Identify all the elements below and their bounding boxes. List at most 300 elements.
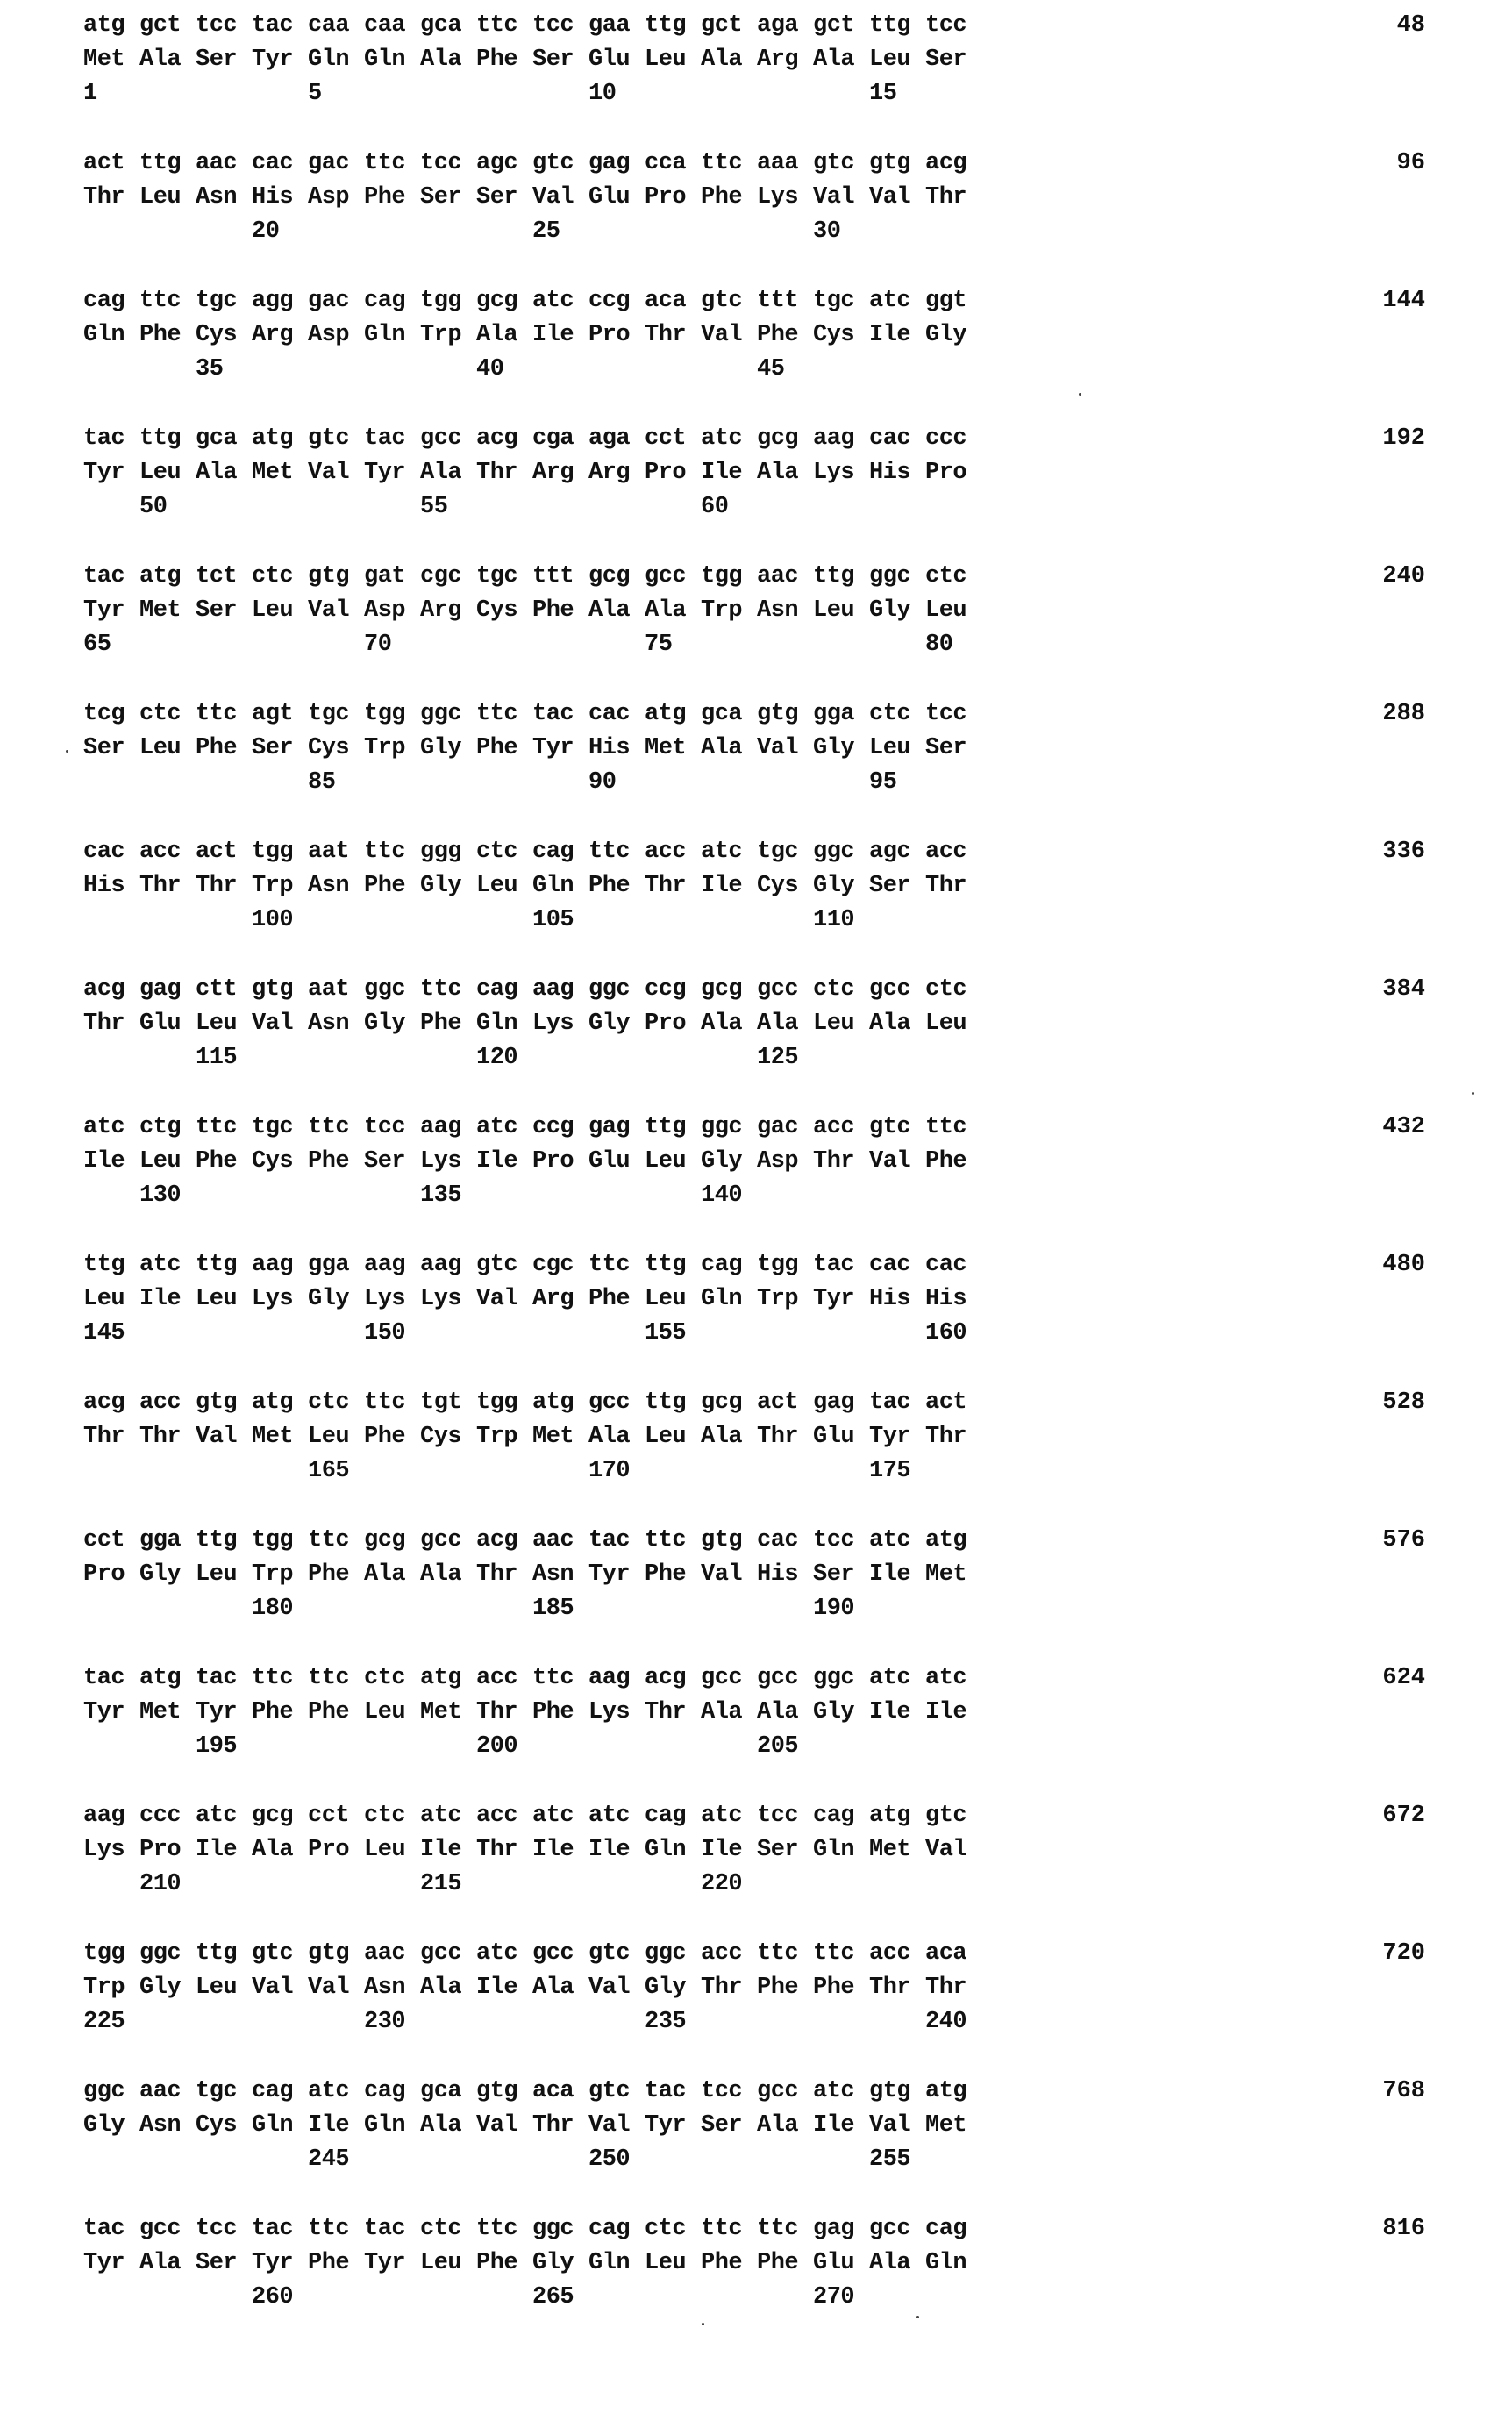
nucleotide-count: 816 [1294, 2212, 1425, 2246]
amino-acid: Asp [308, 181, 364, 215]
amino-acid: Lys [813, 456, 869, 490]
residue-number: 20 [252, 215, 308, 249]
codon: gcg [364, 1524, 420, 1558]
amino-acid: Lys [364, 1282, 420, 1317]
residue-number: 100 [252, 903, 308, 938]
amino-acid: Val [308, 456, 364, 490]
codon: tgc [196, 284, 252, 318]
amino-acid: His [83, 869, 139, 903]
codon: ttc [813, 1937, 869, 1971]
codon: tgc [813, 284, 869, 318]
amino-acid: Cys [196, 318, 252, 353]
codon: tac [813, 1248, 869, 1282]
codon: aag [420, 1111, 476, 1145]
codon: atc [869, 1661, 925, 1696]
amino-acid: Phe [701, 2246, 757, 2281]
codon: gcc [420, 1937, 476, 1971]
amino-acid: Ile [813, 2109, 869, 2143]
nucleotide-count: 336 [1294, 835, 1425, 869]
residue-number: 240 [925, 2005, 981, 2039]
amino-acid: Lys [252, 1282, 308, 1317]
amino-acid: Thr [83, 181, 139, 215]
codon: ggc [364, 973, 420, 1007]
codon: ttc [196, 697, 252, 732]
codon: cag [364, 2075, 420, 2109]
residue-number: 35 [196, 353, 252, 387]
amino-acid: Phe [757, 318, 813, 353]
codon: atg [139, 560, 196, 594]
amino-acid: Val [869, 1145, 925, 1179]
codon: ggc [701, 1111, 757, 1145]
amino-acid: Met [83, 43, 139, 77]
amino-acid: Ile [925, 1696, 981, 1730]
codon: gtg [308, 560, 364, 594]
amino-acid: Leu [139, 456, 196, 490]
amino-acid: Leu [139, 1145, 196, 1179]
codon: tgg [701, 560, 757, 594]
amino-acid: Thr [701, 1971, 757, 2005]
codon: gtc [701, 284, 757, 318]
sequence-block [83, 1386, 1434, 1491]
amino-acid: Pro [645, 456, 701, 490]
codon: atc [532, 1799, 588, 1833]
nucleotide-line [83, 973, 981, 1007]
amino-acid: Cys [252, 1145, 308, 1179]
amino-acid: Met [139, 594, 196, 628]
amino-acid: Ala [364, 1558, 420, 1592]
amino-acid: Gly [701, 1145, 757, 1179]
amino-acid: Thr [83, 1420, 139, 1454]
codon: ttg [813, 560, 869, 594]
residue-number: 75 [645, 628, 701, 662]
codon: ccg [588, 284, 645, 318]
codon: aag [532, 973, 588, 1007]
codon: tgg [83, 1937, 139, 1971]
amino-acid: Ser [252, 732, 308, 766]
amino-acid: Arg [532, 1282, 588, 1317]
residue-number: 235 [645, 2005, 701, 2039]
amino-acid: Lys [532, 1007, 588, 1041]
amino-acid: Val [308, 594, 364, 628]
sequence-block [83, 146, 1434, 252]
amino-acid: Gln [364, 43, 420, 77]
amino-acid: Ala [420, 456, 476, 490]
nucleotide-line [83, 835, 981, 869]
amino-acid: Ala [813, 43, 869, 77]
scan-speck [916, 2316, 919, 2318]
amino-acid: Ile [476, 1971, 532, 2005]
amino-acid: Tyr [196, 1696, 252, 1730]
codon: cct [308, 1799, 364, 1833]
amino-acid: Tyr [813, 1282, 869, 1317]
codon: acc [139, 1386, 196, 1420]
amino-acid: Pro [645, 1007, 701, 1041]
amino-acid: Ile [701, 1833, 757, 1868]
amino-acid: Arg [420, 594, 476, 628]
nucleotide-count: 768 [1294, 2075, 1425, 2109]
codon: gcc [701, 1661, 757, 1696]
sequence-block [83, 284, 1434, 389]
amino-acid: Thr [476, 1833, 532, 1868]
amino-acid: Phe [476, 732, 532, 766]
scan-speck [66, 750, 68, 753]
codon: gcg [476, 284, 532, 318]
amino-acid-line [83, 181, 981, 215]
codon: ttg [645, 9, 701, 43]
amino-acid: Ala [701, 43, 757, 77]
codon: gcc [139, 2212, 196, 2246]
amino-acid: Phe [308, 2246, 364, 2281]
amino-acid: Cys [308, 732, 364, 766]
amino-acid: Cys [420, 1420, 476, 1454]
codon: ctc [869, 697, 925, 732]
amino-acid: His [588, 732, 645, 766]
amino-acid: Leu [925, 1007, 981, 1041]
codon: atc [83, 1111, 139, 1145]
codon: aga [588, 422, 645, 456]
amino-acid-line [83, 1558, 981, 1592]
codon: tgc [757, 835, 813, 869]
amino-acid: Thr [925, 1971, 981, 2005]
codon: gag [139, 973, 196, 1007]
codon: atg [532, 1386, 588, 1420]
amino-acid: Gln [476, 1007, 532, 1041]
residue-number: 10 [588, 77, 645, 111]
sequence-block [83, 422, 1434, 527]
amino-acid-line [83, 1145, 981, 1179]
residue-number: 85 [308, 766, 364, 800]
codon: gca [196, 422, 252, 456]
amino-acid: Asn [308, 869, 364, 903]
amino-acid: Ile [701, 869, 757, 903]
amino-acid: Tyr [83, 1696, 139, 1730]
amino-acid: Val [757, 732, 813, 766]
codon: tac [869, 1386, 925, 1420]
amino-acid: Gln [645, 1833, 701, 1868]
codon: ttc [701, 2212, 757, 2246]
codon: ttt [757, 284, 813, 318]
sequence-block [83, 973, 1434, 1078]
codon: gtc [925, 1799, 981, 1833]
codon: gct [701, 9, 757, 43]
codon: tcc [364, 1111, 420, 1145]
codon: ctc [308, 1386, 364, 1420]
amino-acid: Ala [476, 318, 532, 353]
amino-acid: Tyr [588, 1558, 645, 1592]
amino-acid: Trp [701, 594, 757, 628]
codon: tgg [364, 697, 420, 732]
codon: cag [588, 2212, 645, 2246]
codon: gcc [869, 973, 925, 1007]
codon: atg [252, 1386, 308, 1420]
codon: atg [869, 1799, 925, 1833]
amino-acid: Tyr [252, 2246, 308, 2281]
scan-speck [1472, 1092, 1474, 1095]
codon: ggc [83, 2075, 139, 2109]
codon: gtg [476, 2075, 532, 2109]
codon: gtc [588, 2075, 645, 2109]
amino-acid: Ala [701, 1696, 757, 1730]
codon: aag [83, 1799, 139, 1833]
sequence-block [83, 9, 1434, 114]
amino-acid-line [83, 1007, 981, 1041]
codon: aac [139, 2075, 196, 2109]
codon: atg [420, 1661, 476, 1696]
amino-acid: Pro [925, 456, 981, 490]
amino-acid: Cys [757, 869, 813, 903]
amino-acid: Val [813, 181, 869, 215]
amino-acid: Val [196, 1420, 252, 1454]
residue-number: 15 [869, 77, 925, 111]
scan-speck [702, 2323, 704, 2325]
amino-acid: Ala [757, 456, 813, 490]
residue-number: 95 [869, 766, 925, 800]
codon: gcc [420, 422, 476, 456]
amino-acid: Phe [757, 2246, 813, 2281]
residue-number: 260 [252, 2281, 308, 2315]
nucleotide-line [83, 284, 981, 318]
sequence-block [83, 2075, 1434, 2180]
sequence-block [83, 835, 1434, 940]
codon: aga [757, 9, 813, 43]
nucleotide-count: 96 [1294, 146, 1425, 181]
amino-acid: Tyr [532, 732, 588, 766]
codon: acc [476, 1661, 532, 1696]
residue-number: 25 [532, 215, 588, 249]
amino-acid: Ile [420, 1833, 476, 1868]
codon: cac [252, 146, 308, 181]
amino-acid: Gln [83, 318, 139, 353]
codon: cag [701, 1248, 757, 1282]
residue-number: 165 [308, 1454, 364, 1489]
codon: tgg [252, 835, 308, 869]
amino-acid: Gly [813, 732, 869, 766]
amino-acid: Thr [83, 1007, 139, 1041]
amino-acid: Asn [196, 181, 252, 215]
amino-acid: Phe [364, 1420, 420, 1454]
amino-acid: Ser [476, 181, 532, 215]
codon: tac [588, 1524, 645, 1558]
amino-acid-line [83, 43, 981, 77]
amino-acid: Phe [139, 318, 196, 353]
amino-acid: Thr [645, 1696, 701, 1730]
amino-acid: Tyr [83, 456, 139, 490]
amino-acid: Leu [813, 594, 869, 628]
amino-acid: Gly [308, 1282, 364, 1317]
codon: gga [308, 1248, 364, 1282]
amino-acid: Glu [588, 1145, 645, 1179]
amino-acid: Tyr [869, 1420, 925, 1454]
amino-acid: Val [869, 2109, 925, 2143]
amino-acid: Gln [308, 43, 364, 77]
codon: acc [701, 1937, 757, 1971]
amino-acid-line [83, 456, 981, 490]
amino-acid: Ile [83, 1145, 139, 1179]
codon: tcc [925, 9, 981, 43]
codon: gcc [532, 1937, 588, 1971]
amino-acid: His [869, 456, 925, 490]
codon: ttc [588, 1248, 645, 1282]
codon: ttg [83, 1248, 139, 1282]
codon: atc [196, 1799, 252, 1833]
amino-acid-line [83, 594, 981, 628]
residue-number: 245 [308, 2143, 364, 2177]
amino-acid: Ala [196, 456, 252, 490]
residue-number: 5 [308, 77, 364, 111]
codon: atc [869, 284, 925, 318]
codon: act [757, 1386, 813, 1420]
codon: ttc [757, 2212, 813, 2246]
codon: cag [925, 2212, 981, 2246]
codon: ccg [532, 1111, 588, 1145]
codon: cag [813, 1799, 869, 1833]
residue-number: 130 [139, 1179, 196, 1213]
amino-acid: Gly [139, 1558, 196, 1592]
codon: ggc [588, 973, 645, 1007]
codon: cag [252, 2075, 308, 2109]
amino-acid: Lys [420, 1282, 476, 1317]
amino-acid: Glu [139, 1007, 196, 1041]
codon: gag [813, 1386, 869, 1420]
codon: ttc [308, 1661, 364, 1696]
codon: gcc [420, 1524, 476, 1558]
codon: gcc [869, 2212, 925, 2246]
sequence-block [83, 1111, 1434, 1216]
amino-acid: Gly [139, 1971, 196, 2005]
amino-acid: Leu [252, 594, 308, 628]
codon: tcc [196, 9, 252, 43]
codon: ttg [196, 1524, 252, 1558]
codon: tgg [420, 284, 476, 318]
codon: ttc [476, 9, 532, 43]
residue-number: 115 [196, 1041, 252, 1075]
nucleotide-line [83, 1524, 981, 1558]
residue-number: 150 [364, 1317, 420, 1351]
residue-number: 55 [420, 490, 476, 525]
residue-number: 170 [588, 1454, 645, 1489]
codon: atc [476, 1111, 532, 1145]
codon: tgt [420, 1386, 476, 1420]
amino-acid: Ile [869, 1558, 925, 1592]
amino-acid: Ala [420, 1971, 476, 2005]
residue-number: 265 [532, 2281, 588, 2315]
amino-acid: Leu [645, 1282, 701, 1317]
amino-acid: Phe [196, 732, 252, 766]
amino-acid: Glu [588, 181, 645, 215]
amino-acid: Tyr [83, 594, 139, 628]
amino-acid: Trp [420, 318, 476, 353]
sequence-block [83, 1248, 1434, 1353]
amino-acid: Ile [532, 318, 588, 353]
codon: gtg [869, 146, 925, 181]
codon: aac [196, 146, 252, 181]
sequence-block [83, 560, 1434, 665]
amino-acid: Pro [308, 1833, 364, 1868]
codon: atc [701, 1799, 757, 1833]
codon: acc [139, 835, 196, 869]
amino-acid: Thr [476, 456, 532, 490]
amino-acid: Leu [196, 1007, 252, 1041]
codon: agc [869, 835, 925, 869]
codon: ctc [925, 973, 981, 1007]
amino-acid: Glu [588, 43, 645, 77]
residue-number: 200 [476, 1730, 532, 1764]
amino-acid: Phe [588, 869, 645, 903]
residue-number: 225 [83, 2005, 139, 2039]
amino-acid: Val [588, 1971, 645, 2005]
amino-acid: Ser [196, 594, 252, 628]
amino-acid: Leu [420, 2246, 476, 2281]
codon: ttc [308, 2212, 364, 2246]
amino-acid: Glu [813, 1420, 869, 1454]
codon: ttc [588, 835, 645, 869]
amino-acid: His [925, 1282, 981, 1317]
amino-acid: Val [308, 1971, 364, 2005]
amino-acid: Phe [532, 1696, 588, 1730]
sequence-block [83, 1799, 1434, 1904]
nucleotide-count: 720 [1294, 1937, 1425, 1971]
codon: gtc [588, 1937, 645, 1971]
codon: acg [476, 422, 532, 456]
codon: gtc [869, 1111, 925, 1145]
codon: gtg [196, 1386, 252, 1420]
amino-acid: Met [869, 1833, 925, 1868]
nucleotide-line [83, 697, 981, 732]
amino-acid: Met [420, 1696, 476, 1730]
amino-acid: Phe [364, 869, 420, 903]
nucleotide-line [83, 1661, 981, 1696]
codon: cac [925, 1248, 981, 1282]
amino-acid: Tyr [364, 456, 420, 490]
amino-acid: Ala [645, 594, 701, 628]
amino-acid: Ala [588, 594, 645, 628]
sequence-block [83, 1661, 1434, 1767]
amino-acid: Ile [196, 1833, 252, 1868]
amino-acid: Leu [196, 1282, 252, 1317]
codon: ccc [139, 1799, 196, 1833]
amino-acid: Gly [420, 732, 476, 766]
codon: atc [813, 2075, 869, 2109]
amino-acid: Arg [757, 43, 813, 77]
codon: ttc [308, 1524, 364, 1558]
amino-acid: Gln [364, 318, 420, 353]
amino-acid: Ala [701, 1007, 757, 1041]
codon: aca [645, 284, 701, 318]
codon: atc [420, 1799, 476, 1833]
codon: atc [476, 1937, 532, 1971]
amino-acid: Ala [757, 1007, 813, 1041]
amino-acid: Gln [252, 2109, 308, 2143]
amino-acid-line [83, 1420, 981, 1454]
residue-number: 65 [83, 628, 139, 662]
amino-acid: Trp [83, 1971, 139, 2005]
amino-acid: Leu [645, 1145, 701, 1179]
codon: acc [645, 835, 701, 869]
codon: ttc [476, 697, 532, 732]
codon: gtg [252, 973, 308, 1007]
amino-acid: Lys [757, 181, 813, 215]
codon: cgc [532, 1248, 588, 1282]
residue-number: 270 [813, 2281, 869, 2315]
amino-acid: Gln [925, 2246, 981, 2281]
amino-acid: Leu [645, 2246, 701, 2281]
amino-acid: Arg [588, 456, 645, 490]
amino-acid: Cys [476, 594, 532, 628]
amino-acid: Gln [364, 2109, 420, 2143]
amino-acid: Gly [532, 2246, 588, 2281]
residue-number: 30 [813, 215, 869, 249]
amino-acid: Phe [364, 181, 420, 215]
